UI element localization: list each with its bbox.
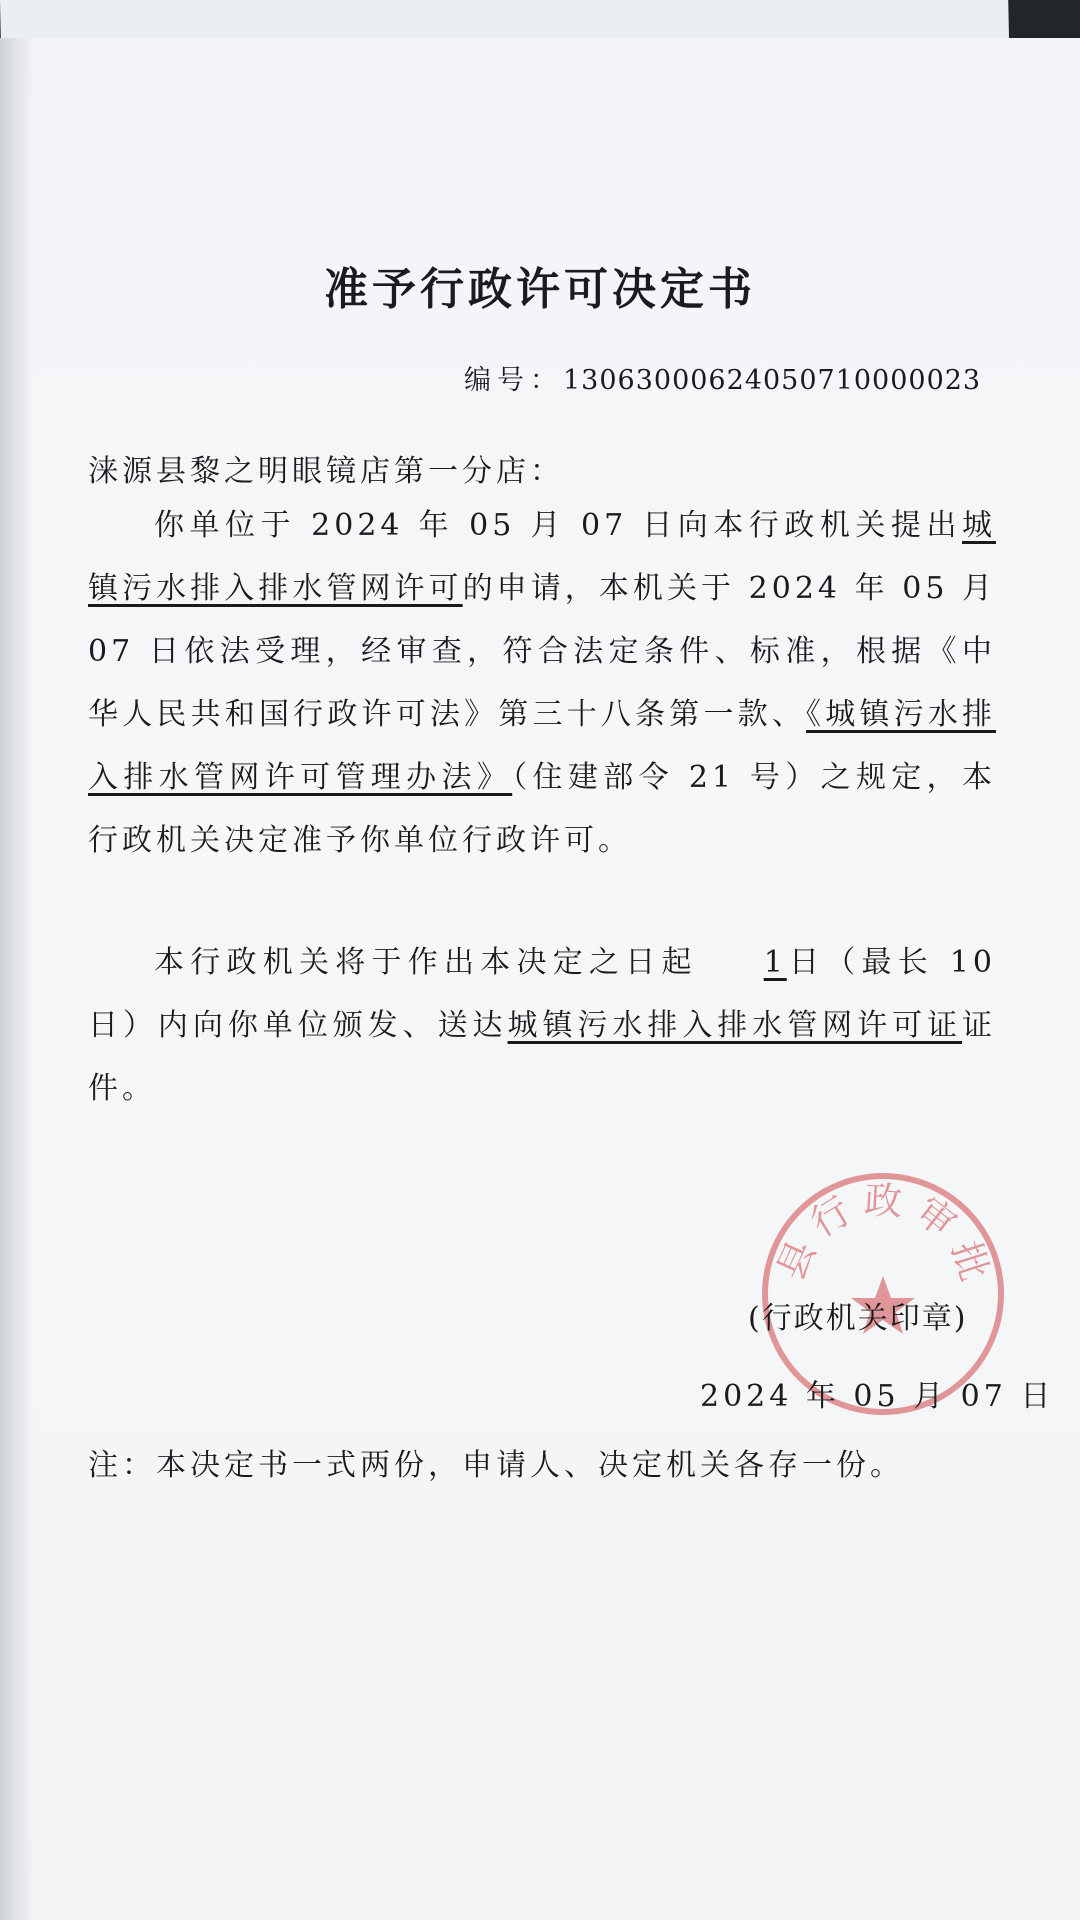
paragraph-decision-part2: 的申请，本机关于 2024 年 05 月 07 日依法受理，经审查，符合法定条件、标准，根据《中华人民共和国行政许可法》第三十八条第一款、 xyxy=(88,571,996,732)
certificate-name: 城镇污水排入排水管网许可证 xyxy=(507,1008,963,1043)
delivery-days: 1 xyxy=(763,945,787,980)
document-number-label: 编号： xyxy=(464,365,563,396)
svg-text:县行政审批: 县行政审批 xyxy=(768,1177,1000,1296)
paragraph-delivery-part3: 证件。 xyxy=(88,1008,997,1106)
recipient: 涞源县黎之明眼镜店第一分店： xyxy=(88,454,564,489)
document-number xyxy=(464,358,981,397)
paragraph-delivery xyxy=(88,931,996,1120)
regulation-name: 《城镇污水排入排水管网许可管理办法》 xyxy=(88,697,997,795)
paragraph-delivery-part1: 本行政机关将于作出本决定之日起 xyxy=(154,945,698,980)
footnote: 注：本决定书一式两份，申请人、决定机关各存一份。 xyxy=(88,1448,904,1483)
paragraph-decision xyxy=(88,494,996,872)
paragraph-decision-part1: 你单位于 2024 年 05 月 07 日向本行政机关提出 xyxy=(154,508,962,543)
paragraph-decision-part3: （住建部令 21 号）之规定，本行政机关决定准予你单位行政许可。 xyxy=(88,760,996,858)
page-edge-shadow xyxy=(0,38,34,1920)
permit-name: 城镇污水排入排水管网许可 xyxy=(88,508,996,606)
document-page xyxy=(0,38,1080,1920)
paragraph-delivery-part2: 日（最长 10 日）内向你单位颁发、送达 xyxy=(88,945,997,1043)
document-title: 准予行政许可决定书 xyxy=(324,264,756,315)
decision-date: 2024 年 05 月 07 日 xyxy=(700,1379,1055,1414)
document-number-value: 13063000624050710000023 xyxy=(563,365,982,396)
seal-label: (行政机关印章) xyxy=(748,1301,968,1336)
